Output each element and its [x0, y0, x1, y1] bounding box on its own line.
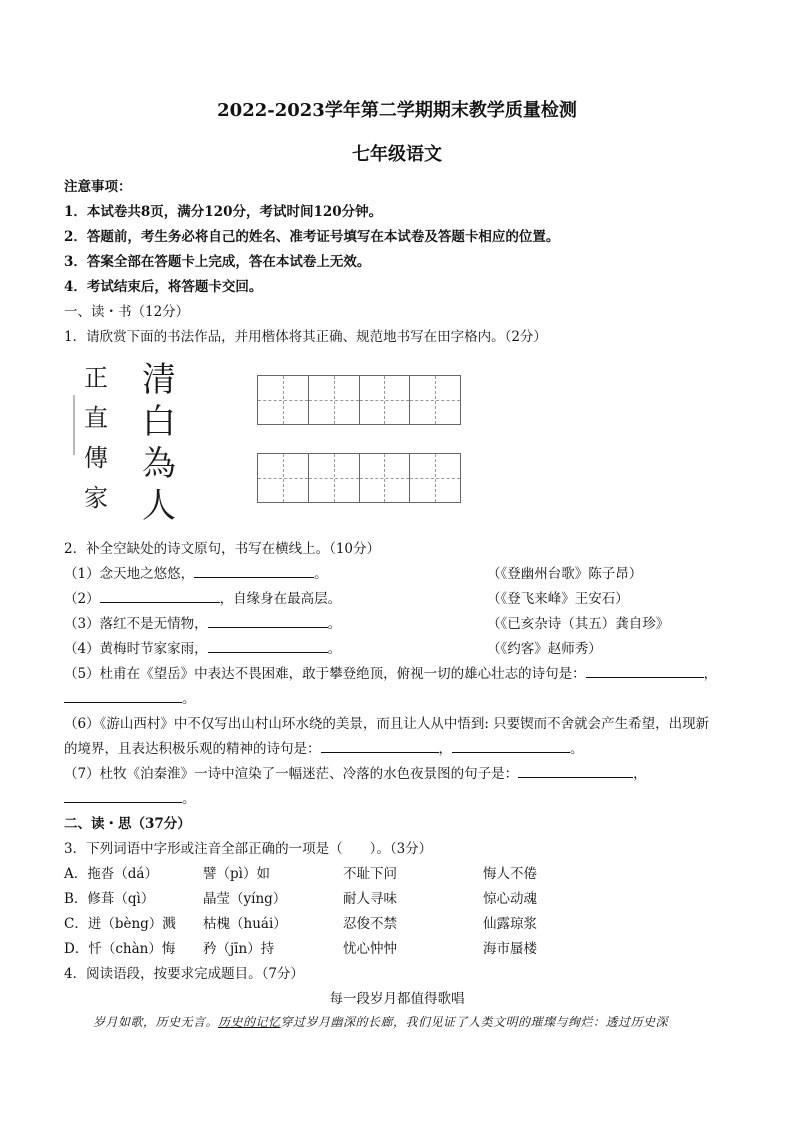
- option-word: 耐人寻味: [343, 891, 397, 907]
- option-word: 悔人不倦: [483, 866, 537, 882]
- writing-grid-row[interactable]: [257, 453, 461, 503]
- poem-item-7-cont: [64, 787, 196, 807]
- essay-underlined-phrase: 历史的记忆: [218, 1015, 281, 1029]
- notice-item: 3．答案全部在答题卡上完成，答在本试卷上无效。: [64, 254, 371, 270]
- answer-blank[interactable]: [194, 563, 314, 578]
- poem-text: （4）黄梅时节家家雨，: [64, 641, 208, 657]
- poem-text: 。: [327, 641, 342, 657]
- grid-cell[interactable]: [309, 376, 360, 424]
- question-2: 2．补全空缺处的诗文原句，书写在横线上。（10分）: [64, 541, 381, 557]
- grid-cell[interactable]: [360, 454, 411, 502]
- poem-text: 。: [182, 791, 196, 807]
- essay-fragment: 岁月如歌，历史无言。: [93, 1015, 219, 1029]
- poem-item-5: （5）杜甫在《望岳》中表达不畏困难，敢于攀登绝顶，俯视一切的雄心壮志的诗句是： ，: [64, 662, 717, 682]
- calligraphy-char: 正: [84, 364, 108, 392]
- option-b[interactable]: B．修葺（qì）: [64, 891, 155, 907]
- question-4: 4．阅读语段，按要求完成题目。（7分）: [64, 966, 304, 982]
- option-word: 譬（pì）如: [203, 866, 270, 882]
- poem-item: [64, 587, 341, 607]
- poem-text: 的境界，且表达积极乐观的精神的诗句是：: [64, 741, 321, 757]
- option-word: 晶莹（yíng）: [203, 891, 287, 907]
- option-word: 矜（jīn）持: [203, 941, 275, 957]
- grid-cell[interactable]: [309, 454, 360, 502]
- poem-text: ，自缘身在最高层。: [219, 591, 342, 607]
- writing-grid-row[interactable]: [257, 375, 461, 425]
- poem-source: （《登飞来峰》王安石）: [487, 591, 629, 607]
- poem-text: 。: [570, 741, 584, 757]
- option-word: 枯槐（huái）: [203, 916, 287, 932]
- answer-blank[interactable]: [518, 763, 633, 778]
- option-c[interactable]: C．迸（bèng）溅: [64, 916, 176, 932]
- option-word: 忍俊不禁: [343, 916, 397, 932]
- grid-cell[interactable]: [258, 376, 309, 424]
- poem-text: （7）杜牧《泊秦淮》一诗中渲染了一幅迷茫、冷落的水色夜景图的句子是：: [64, 766, 519, 782]
- option-word: 仙露琼浆: [483, 916, 537, 932]
- poem-item: [64, 612, 341, 632]
- answer-blank[interactable]: [586, 663, 704, 678]
- answer-blank[interactable]: [452, 738, 570, 753]
- question-3: 3．下列词语中字形或注音全部正确的一项是（ ）。（3分）: [64, 841, 433, 857]
- essay-title: 每一段岁月都值得歌唱: [329, 991, 465, 1007]
- calligraphy-char: 白: [142, 402, 176, 442]
- poem-item-6: （6）《游山西村》中不仅写出山村山环水绕的美景，而且让人从中悟到: 只要锲而不舍就会产生希望，出现新: [64, 716, 710, 732]
- poem-item-7: （7）杜牧《泊秦淮》一诗中渲染了一幅迷茫、冷落的水色夜景图的句子是： ，: [64, 762, 647, 782]
- answer-blank[interactable]: [64, 788, 182, 803]
- notice-heading: 注意事项：: [64, 179, 132, 195]
- poem-item-5-cont: [64, 687, 196, 707]
- calligraphy-char: 直: [84, 404, 108, 432]
- section-heading: 二、读・思（37分）: [64, 816, 191, 832]
- calligraphy-char: 家: [84, 484, 108, 512]
- answer-blank[interactable]: [321, 738, 439, 753]
- notice-item: 2．答题前，考生务必将自己的姓名、准考证号填写在本试卷及答题卡相应的位置。: [64, 229, 560, 245]
- calligraphy-char: 清: [142, 360, 176, 400]
- option-word: 惊心动魂: [483, 891, 537, 907]
- poem-text: 。: [182, 691, 196, 707]
- option-d[interactable]: D．忏（chàn）悔: [64, 941, 176, 957]
- poem-source: （《约客》赵师秀）: [487, 641, 602, 657]
- essay-fragment: 穿过岁月幽深的长廊，我们见证了人类文明的璀璨与绚烂：透过历史深: [280, 1015, 669, 1029]
- answer-blank[interactable]: [208, 638, 328, 653]
- grid-cell[interactable]: [360, 376, 411, 424]
- calligraphy-char: 傳: [84, 444, 108, 472]
- answer-blank[interactable]: [64, 688, 182, 703]
- poem-text: （3）落红不是无情物，: [64, 616, 208, 632]
- poem-source: （《已亥杂诗（其五）龚自珍》: [487, 616, 670, 632]
- grid-cell[interactable]: [258, 454, 309, 502]
- option-a[interactable]: A．拖沓（dá）: [64, 866, 158, 882]
- poem-item: [64, 562, 328, 582]
- poem-text: （1）念天地之悠悠，: [64, 566, 195, 582]
- section-heading: 一、读・书（12分）: [64, 304, 190, 320]
- grid-cell[interactable]: [410, 376, 460, 424]
- poem-text: （5）杜甫在《望岳》中表达不畏困难，敢于攀登绝顶，俯视一切的雄心壮志的诗句是：: [64, 666, 586, 682]
- answer-blank[interactable]: [208, 613, 328, 628]
- poem-item: [64, 637, 341, 657]
- calligraphy-char: 人: [142, 486, 176, 526]
- option-word: 不耻下问: [343, 866, 397, 882]
- calligraphy-artwork: [70, 350, 190, 525]
- notice-item: 1．本试卷共8页，满分120分，考试时间120分钟。: [64, 204, 383, 220]
- seal-mark: [73, 395, 75, 455]
- essay-text: [93, 1013, 668, 1030]
- poem-text: 。: [314, 566, 328, 582]
- option-word: 海市蜃楼: [483, 941, 537, 957]
- poem-source: （《登幽州台歌》陈子昂）: [487, 566, 643, 582]
- answer-blank[interactable]: [100, 588, 220, 603]
- question-1: 1．请欣赏下面的书法作品，并用楷体将其正确、规范地书写在田字格内。（2分）: [64, 329, 547, 345]
- poem-text: 。: [327, 616, 342, 632]
- poem-item-6-cont: 的境界，且表达积极乐观的精神的诗句是： ， 。: [64, 737, 584, 757]
- exam-subtitle: 七年级语文: [352, 144, 442, 165]
- calligraphy-char: 為: [142, 444, 176, 484]
- grid-cell[interactable]: [410, 454, 460, 502]
- notice-item: 4．考试结束后，将答题卡交回。: [64, 279, 263, 295]
- exam-title: 2022-2023学年第二学期期末教学质量检测: [217, 100, 577, 121]
- poem-text: （2）: [64, 591, 100, 607]
- option-word: 忧心忡忡: [343, 941, 397, 957]
